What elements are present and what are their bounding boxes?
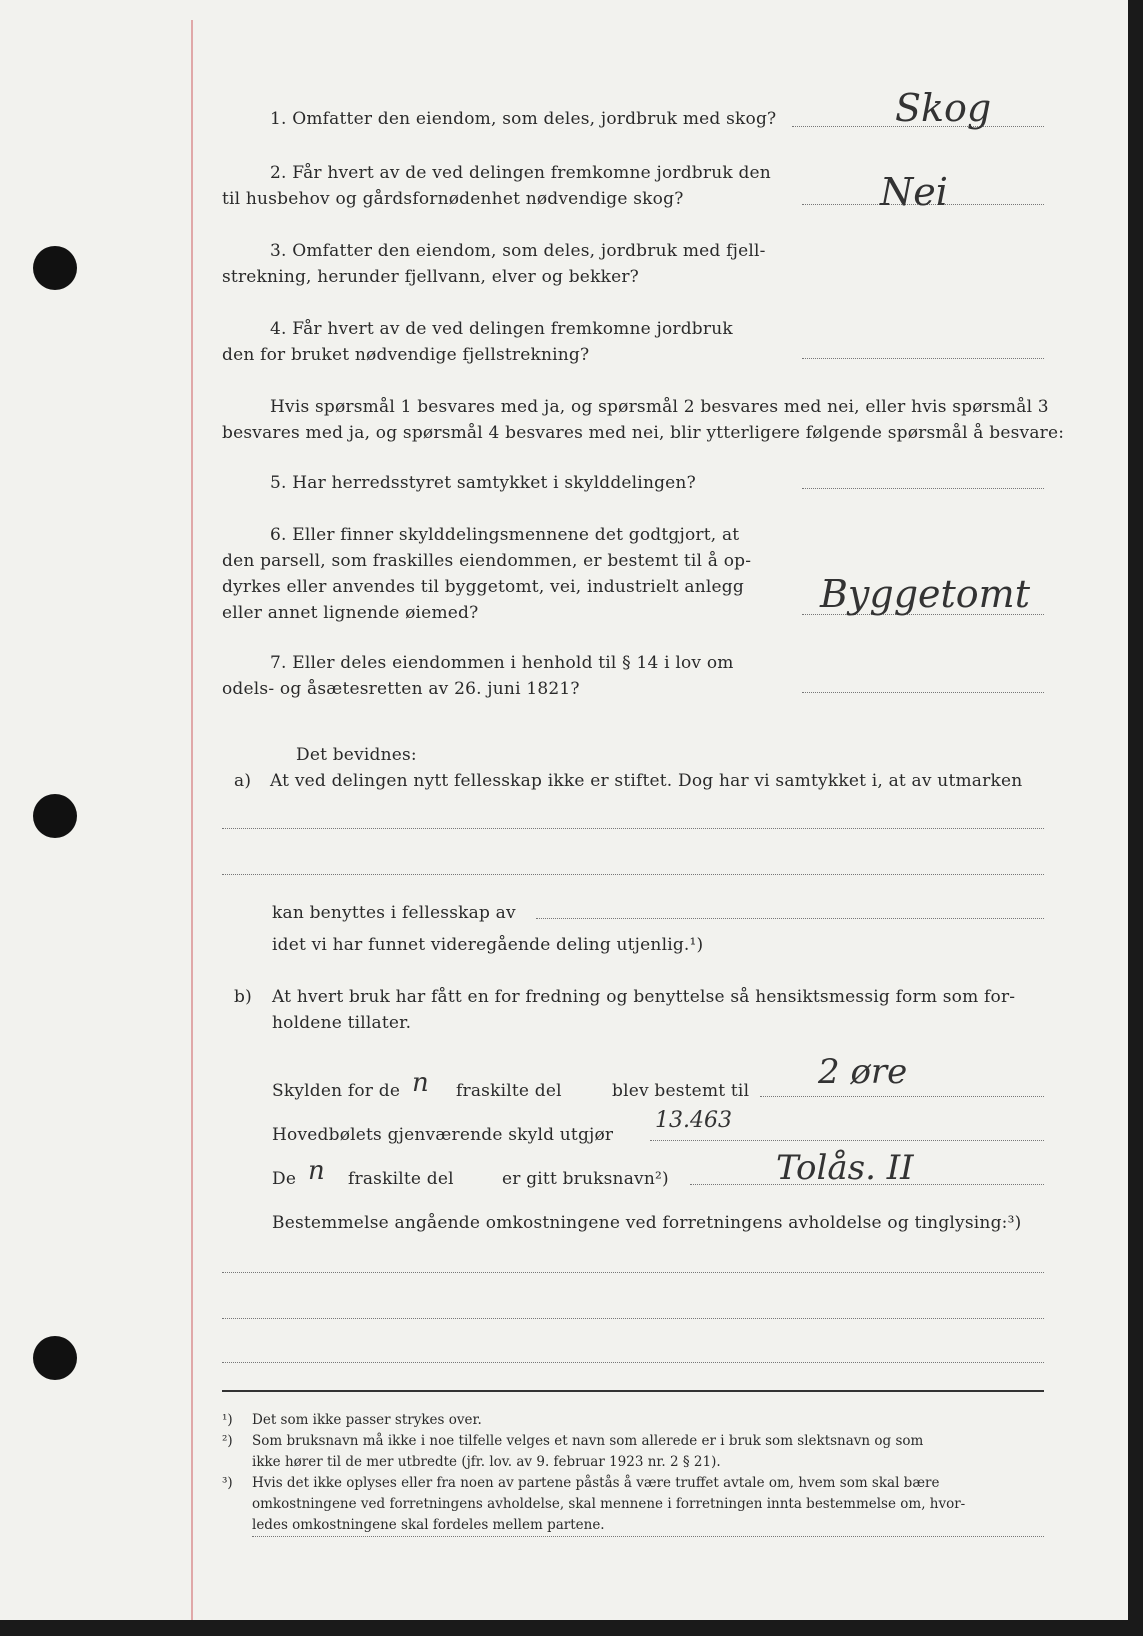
footnote-1-mark: ¹) (222, 1412, 233, 1428)
punch-hole (33, 1336, 77, 1380)
blank-line (222, 828, 1044, 829)
margin-line (191, 20, 193, 1620)
question-7-line-2: odels- og åsætesretten av 26. juni 1821? (222, 679, 580, 699)
footnote-2-text-b: ikke hører til de mer utbredte (jfr. lov. av 9. februar 1923 nr. 2 § 21). (252, 1454, 721, 1470)
punch-hole (33, 794, 77, 838)
answer-2-handwritten: Nei (880, 170, 948, 214)
question-4-line-1: 4. Får hvert av de ved delingen fremkomne jordbruk (270, 319, 733, 339)
skyld-handwritten-n: n (412, 1068, 429, 1098)
question-6-line-2: den parsell, som fraskilles eiendommen, er bestemt til å op- (222, 551, 752, 571)
answer-line-7 (802, 692, 1044, 693)
footnote-2 (222, 1431, 923, 1451)
name-label-a: De (272, 1169, 297, 1189)
attest-a-text: At ved delingen nytt fellesskap ikke er stiftet. Dog har vi samtykket i, at av utmarken (270, 771, 1023, 791)
question-3-line-1: 3. Omfatter den eiendom, som deles, jordbruk med fjell- (270, 241, 766, 261)
footnote-3-text-b: omkostningene ved forretningens avholdelse, skal mennene i forretningen innta bestemmelse om, hvor- (252, 1496, 966, 1512)
footnote-3 (222, 1473, 939, 1493)
question-1: 1. Omfatter den eiendom, som deles, jordbruk med skog? (270, 109, 777, 129)
name-label-c: er gitt bruksnavn²) (502, 1169, 669, 1189)
skyld-value-handwritten: 2 øre (818, 1052, 908, 1092)
answer-1-handwritten: Skog (895, 86, 992, 130)
skyld-label-b: fraskilte del (456, 1081, 562, 1101)
remaining-skyld-line (650, 1140, 1044, 1141)
footnote-2-mark: ²) (222, 1433, 233, 1449)
blank-line (222, 874, 1044, 875)
name-handwritten-n: n (308, 1156, 325, 1186)
remaining-skyld-value: 13.463 (655, 1108, 732, 1133)
punch-hole (33, 246, 77, 290)
farm-name-handwritten: Tolås. II (776, 1148, 914, 1188)
attest-heading: Det bevidnes: (296, 745, 417, 765)
skyld-line (760, 1096, 1044, 1097)
answer-line-4 (802, 358, 1044, 359)
shared-use-line (536, 918, 1044, 919)
footnote-rule (222, 1390, 1044, 1392)
conditional-intro-line-1: Hvis spørsmål 1 besvares med ja, og spørsmål 2 besvares med nei, eller hvis spørsmål 3 (270, 397, 1049, 417)
attest-b-line-2: holdene tillater. (272, 1013, 412, 1033)
footnote-3-mark: ³) (222, 1475, 233, 1491)
name-label-b: fraskilte del (348, 1169, 454, 1189)
question-7-line-1: 7. Eller deles eiendommen i henhold til § 14 i lov om (270, 653, 734, 673)
remaining-skyld-label: Hovedbølets gjenværende skyld utgjør (272, 1125, 614, 1145)
question-4-line-2: den for bruket nødvendige fjellstrekning? (222, 345, 590, 365)
shared-use-label: kan benyttes i fellesskap av (272, 903, 516, 923)
question-6-line-1: 6. Eller finner skylddelingsmennene det godtgjort, at (270, 525, 740, 545)
question-5: 5. Har herredsstyret samtykket i skylddelingen? (270, 473, 696, 493)
footnote-3-text-a: Hvis det ikke oplyses eller fra noen av partene påstås å være truffet avtale om, hvem som skal bære (252, 1475, 940, 1491)
skyld-label-a: Skylden for de (272, 1081, 401, 1101)
further-division-text: idet vi har funnet videregående deling utjenlig.¹) (272, 935, 704, 955)
conditional-intro-line-2: besvares med ja, og spørsmål 4 besvares med nei, blir ytterligere følgende spørsmål å besvare: (222, 423, 1065, 443)
skyld-label-c: blev bestemt til (612, 1081, 750, 1101)
attest-b-label: b) (234, 987, 252, 1007)
answer-6-handwritten: Byggetomt (820, 572, 1030, 616)
question-2-line-1: 2. Får hvert av de ved delingen fremkomne jordbruk den (270, 163, 771, 183)
costs-label: Bestemmelse angående omkostningene ved forretningens avholdelse og tinglysing:³) (272, 1213, 1022, 1233)
footnote-2-text-a: Som bruksnavn må ikke i noe tilfelle velges et navn som allerede er i bruk som slektsnavn og som (252, 1433, 924, 1449)
question-3-line-2: strekning, herunder fjellvann, elver og bekker? (222, 267, 639, 287)
question-2-line-2: til husbehov og gårdsfornødenhet nødvendige skog? (222, 189, 684, 209)
question-6-line-4: eller annet lignende øiemed? (222, 603, 479, 623)
blank-line (222, 1272, 1044, 1273)
blank-line (222, 1318, 1044, 1319)
footnote-1 (222, 1410, 482, 1430)
footnote-3-text-c: ledes omkostningene skal fordeles mellem partene. (252, 1517, 605, 1533)
question-6-line-3: dyrkes eller anvendes til byggetomt, vei, industrielt anlegg (222, 577, 744, 597)
blank-line (222, 1362, 1044, 1363)
footnote-1-text: Det som ikke passer strykes over. (252, 1412, 482, 1428)
attest-a-label: a) (234, 771, 252, 791)
attest-b-line-1: At hvert bruk har fått en for fredning og benyttelse så hensiktsmessig form som for- (272, 987, 1016, 1007)
answer-line-5 (802, 488, 1044, 489)
footnote-end-line (252, 1536, 1044, 1537)
